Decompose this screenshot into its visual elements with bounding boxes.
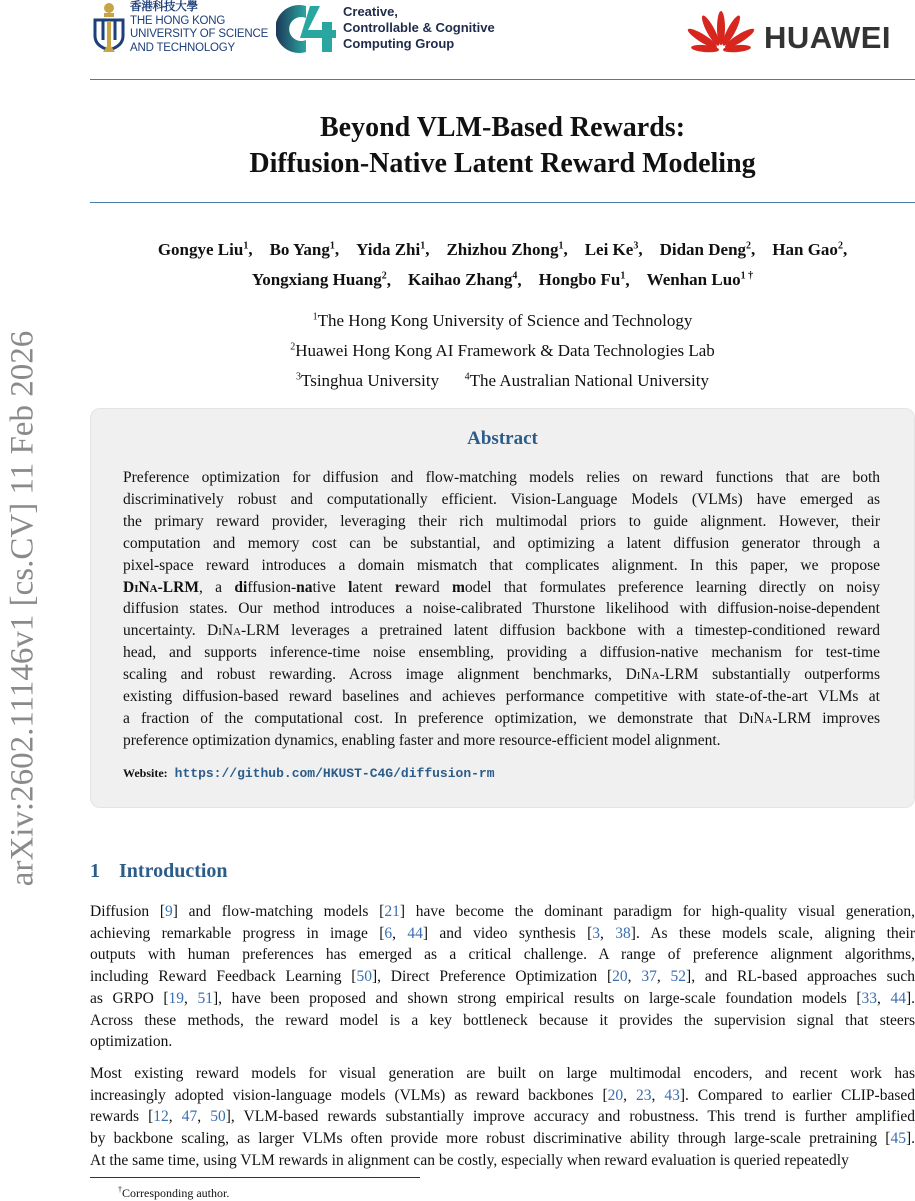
section-number: 1: [90, 860, 100, 882]
affiliation-mark: 3: [296, 371, 301, 383]
abstract-line: the primary reward provider, leveraging their rich multimodal priors to guide alignment. However, their: [123, 512, 880, 530]
hkust-logo-text: [130, 1, 268, 55]
author-name: Yongxiang Huang$^2$: [251, 270, 387, 290]
citation-link: 45: [890, 1130, 906, 1147]
author-affiliation-mark: 1: [243, 240, 249, 251]
c4g-name-line: Controllable & Cognitive: [343, 20, 495, 35]
citation-link: 47: [181, 1108, 198, 1126]
paragraph-line: achieving remarkable progress in image [6, 44] and video synthesis [3, 38]. As these models scale, aligning their: [90, 924, 915, 942]
citation-link: 37: [641, 968, 657, 986]
hkust-logo-icon: [92, 2, 126, 54]
citation-link: 38: [615, 924, 631, 942]
abstract-text-segment: tive: [312, 578, 349, 596]
abstract-text-segment: odel that formulates preference learning directly on noisy: [464, 578, 880, 596]
citation-link: 20: [607, 1086, 624, 1104]
title-line: Beyond VLM-Based Rewards:: [319, 112, 686, 143]
author-name: Gongye Liu$^1$: [157, 239, 249, 259]
affiliation: [290, 341, 715, 360]
paragraph-line: including Reward Feedback Learning [50], Direct Preference Optimization [20, 37, 52], and RL-based approaches such: [90, 968, 915, 986]
affiliation-list: [90, 304, 915, 394]
paragraph-line: outputs with human preferences has emerged as a critical challenge. A range of preference alignment algorithms,: [90, 946, 915, 964]
abstract-line: scaling and robust rewarding. Across image alignment benchmarks, DiNa-LRM substantially outperforms: [123, 666, 880, 684]
citation-link: 6: [384, 924, 393, 942]
citation-link: 12: [153, 1108, 169, 1126]
affiliation-name: Huawei Hong Kong AI Framework & Data Technologies Lab: [295, 340, 715, 360]
abstract-text-segment: atent: [352, 578, 395, 596]
author-name: Kaihao Zhang$^4$: [408, 270, 518, 290]
paper-title: [90, 110, 915, 182]
author-name: Han Gao$^2$: [772, 239, 843, 259]
author-name: Lei Ke$^3$: [584, 239, 639, 259]
abstract-line: existing diffusion-based reward baselines and achieves performance competitive with state-of-the-art VLMs at: [123, 688, 880, 705]
citation-link: 9: [165, 903, 173, 920]
paragraph-line: increasingly adopted vision-language models (VLMs) as reward backbones [20, 23, 43]. Compared to earlier CLIP-based: [90, 1086, 915, 1104]
footnote: [118, 1185, 229, 1201]
citation-link: 52: [670, 968, 687, 986]
affiliation-name: Tsinghua University: [301, 370, 440, 390]
c4g-logo-icon: [276, 2, 338, 56]
hkust-chinese-name: 香港科技大學: [130, 1, 198, 13]
title-rule-top: [90, 79, 915, 80]
abstract-line: Preference optimization for diffusion and flow-matching models relies on reward functions that are both: [123, 469, 880, 486]
huawei-flower-icon: [687, 10, 755, 60]
citation-link: 44: [407, 924, 423, 942]
affiliation-name: The Australian National University: [469, 370, 709, 390]
abstract-line: uncertainty. DiNa-LRM leverages a pretrained latent diffusion backbone with a timestep-conditioned reward: [123, 622, 880, 640]
method-name: DiNa: [207, 622, 242, 640]
method-name: DiNa: [625, 666, 660, 684]
author-name: Bo Yang$^1$: [269, 239, 335, 259]
c4g-name-line: Computing Group: [343, 36, 455, 51]
citation-link: 19: [168, 989, 185, 1007]
abstract-line: diffusion states. Our method introduces a noise-calibrated Thurstone likelihood with diffusion-noise-dependent: [123, 600, 880, 618]
abstract-line: pixel-space reward introduces a domain mismatch that complicates alignment. In this paper, we propose: [123, 556, 880, 574]
abstract-text-segment: eward: [401, 578, 452, 596]
citation-link: 43: [664, 1086, 680, 1104]
author-affiliation-mark: 1: [620, 270, 626, 282]
author-name: Didan Deng$^2$: [659, 239, 752, 259]
paragraph-line: At the same time, using VLM rewards in alignment can be costly, especially when reward evaluation is queried repeatedly: [90, 1151, 849, 1169]
citation-link: 50: [210, 1108, 226, 1126]
paragraph-line: by backbone scaling, as larger VLMs often provide more robust discriminative ability through large-scale pretraining [45].: [90, 1130, 915, 1147]
abstract-text-segment: ffusion-: [247, 578, 297, 596]
paragraph-line: Across these methods, the reward model is a key bottleneck because it provides the supervision signal that steers: [90, 1011, 915, 1029]
abstract-heading: Abstract: [467, 428, 538, 449]
citation-link: 23: [636, 1086, 652, 1104]
section-heading: [90, 860, 228, 883]
abstract-line: computation and memory cost can be substantial, and optimizing a latent diffusion generator through a: [123, 534, 880, 552]
affiliation: [313, 311, 693, 330]
abstract-text-segment: , a: [198, 578, 235, 596]
section-title: Introduction: [119, 860, 228, 882]
affiliation: [296, 371, 439, 390]
abstract-line: preference optimization dynamics, enabling faster and more resource-efficient model alignment.: [123, 731, 721, 749]
author-name: Zhizhou Zhong$^1$: [446, 239, 564, 259]
website-label: Website:: [123, 766, 168, 780]
title-line: Diffusion-Native Latent Reward Modeling: [249, 148, 756, 179]
affiliation-mark: 4: [464, 371, 470, 383]
affiliation-name: The Hong Kong University of Science and Technology: [317, 310, 693, 330]
abstract-line: head, and supports inference-time noise ensembling, providing a diffusion-native mechanism for test-time: [123, 644, 880, 662]
abstract-text-segment: m: [451, 578, 465, 596]
author-affiliation-mark: 4: [512, 270, 518, 282]
citation-link: 50: [356, 968, 372, 986]
abstract-text-segment: r: [394, 578, 402, 596]
arxiv-stamp[interactable]: arXiv:2602.11146v1 [cs.CV] 11 Feb 2026: [4, 330, 41, 887]
huawei-logo-text: HUAWEI: [764, 20, 891, 55]
affiliation-mark: 2: [290, 341, 296, 353]
paragraph-line: optimization.: [90, 1033, 173, 1051]
affiliation-mark: 1: [312, 311, 318, 322]
hkust-name-line: THE HONG KONG: [130, 14, 226, 27]
footnote-text: Corresponding author.: [122, 1186, 230, 1200]
c4g-logo-text: [343, 4, 495, 52]
author-affiliation-mark: 3: [633, 240, 639, 251]
abstract-line: discriminatively robust and computationally efficient. Vision-Language Models (VLMs) have emerged as: [123, 490, 880, 508]
abstract-line: [123, 578, 880, 598]
author-affiliation-mark: 2: [746, 240, 752, 251]
method-name: DiNa: [738, 709, 773, 727]
abstract-text-segment: l: [348, 578, 353, 596]
abstract-line: a fraction of the computational cost. In preference optimization, we demonstrate that DiNa-LRM improves: [123, 709, 880, 727]
website-link[interactable]: https://github.com/HKUST-C4G/diffusion-rm: [174, 766, 495, 781]
citation-link: 3: [592, 924, 601, 942]
affiliation: [465, 371, 709, 390]
website-line: [123, 766, 495, 781]
footnote-rule: [90, 1177, 420, 1178]
paragraph-line: Diffusion [9] and flow-matching models [21] have become the dominant paradigm for high-quality visual generation,: [90, 903, 915, 920]
author-name: Yida Zhi$^1$: [356, 239, 426, 259]
footnote-mark: †: [118, 1185, 122, 1194]
citation-link: 21: [384, 903, 400, 920]
hkust-name-line: UNIVERSITY OF SCIENCE: [130, 28, 269, 40]
abstract-text-segment: DiNa-LRM: [123, 578, 199, 596]
paragraph-line: as GRPO [19, 51], have been proposed and shown strong empirical results on large-scale foundation models [33, 44].: [90, 989, 915, 1007]
author-affiliation-mark: 2: [837, 240, 843, 251]
author-affiliation-mark: 1: [329, 240, 335, 251]
author-affiliation-mark: 2: [381, 270, 387, 282]
author-affiliation-mark: 1: [558, 240, 564, 251]
citation-link: 51: [197, 989, 213, 1007]
author-affiliation-mark: 1: [420, 240, 426, 251]
c4g-name-line: Creative,: [343, 4, 398, 19]
abstract-text-segment: na: [296, 578, 313, 596]
citation-link: 33: [861, 989, 878, 1007]
author-name: Hongbo Fu$^1$: [538, 270, 626, 290]
citation-link: 44: [890, 989, 906, 1007]
author-affiliation-mark: 1 †: [740, 270, 754, 282]
paragraph-line: Most existing reward models for visual generation are built on large multimodal encoders, and recent work has: [90, 1064, 915, 1082]
citation-link: 20: [612, 968, 628, 986]
paragraph-line: rewards [12, 47, 50], VLM-based rewards substantially improve accuracy and robustness. This trend is further amplified: [90, 1108, 915, 1126]
title-rule-bottom: [90, 202, 915, 203]
author-name: Wenhan Luo$^{1 \dagger}$: [646, 270, 754, 290]
author-list: Gongye Liu$^1$, Bo Yang$^1$, Yida Zhi$^1$, Zhizhou Zhong$^1$, Lei Ke$^3$, Didan Deng$^2$, Han Gao$^2$, Yongxiang Huang$^2$, Kaihao Zhang$^4$, Hongbo Fu$^1$, Wenhan Luo$^{1 \dagger}$: [157, 239, 848, 290]
abstract-text-segment: di: [234, 578, 248, 596]
method-name: DiNa: [123, 578, 158, 596]
hkust-name-line: AND TECHNOLOGY: [130, 41, 235, 54]
